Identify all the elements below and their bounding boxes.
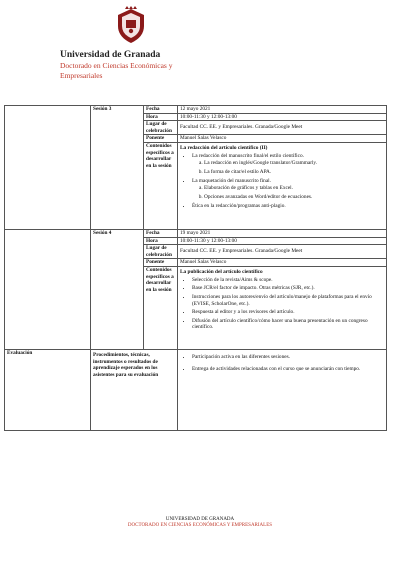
contenidos-label: Contenidos específicos a desarrollar en la sesión (144, 266, 178, 349)
footer-program: DOCTORADO EN CIENCIAS ECONÓMICAS Y EMPRESARIALES (127, 523, 273, 528)
lugar-label: Lugar de celebración (144, 121, 178, 135)
lugar-label: Lugar de celebración (144, 245, 178, 259)
contenidos-label: Contenidos específicos a desarrollar en la sesión (144, 142, 178, 229)
list-item: • La redacción del manuscrito final/el estilo científico. a. La redacción en inglés/Google translator/Grammarly. b. La forma de citar/el estilo APA. (192, 153, 384, 176)
program-name: Doctorado en Ciencias Económicas y Empresariales (60, 61, 173, 80)
evaluacion-sub-label: Procedimientos, técnicas, instrumentos o resultados de aprendizaje esperados en los asistentes para su evaluación (91, 349, 178, 430)
session-4-label: Sesión 4 (91, 229, 144, 349)
hora-value: 10:00-11:30 y 12:00-13:00 (178, 237, 387, 245)
list-item: • Base JCR/el factor de impacto. Otras métricas (SJR, etc.). (192, 285, 384, 292)
fecha-label: Fecha (144, 106, 178, 114)
list-item: • Respuesta al editor y a los revisores del artículo. (192, 309, 384, 316)
list-item: • Ética en la redacción/programas anti-plagio. (192, 203, 384, 210)
lugar-value: Facultad CC. EE. y Empresariales. Granada/Google Meet (178, 121, 387, 135)
university-crest-icon (111, 6, 151, 46)
list-item: a. Elaboración de gráficos y tablas en Excel. (204, 185, 384, 192)
footer-university: UNIVERSIDAD DE GRANADA (165, 517, 235, 522)
hora-label: Hora (144, 237, 178, 245)
content-list (180, 277, 384, 332)
ponente-value: Manuel Salas Velasco (178, 259, 387, 267)
list-item: • Selección de la revista/Aims & scope. (192, 277, 384, 284)
list-item: • Difusión del artículo científico/cómo hacer una buena presentación en un congreso científico. (192, 318, 384, 331)
list-item: • Instrucciones para los autores/envío del artículo/manejo de plataformas para el envío (EVISE, ScholarOne, etc.). (192, 294, 384, 307)
session-4-content (178, 266, 387, 349)
section-cell (5, 106, 91, 230)
list-item: • Participación activa en las diferentes sesiones. (192, 354, 384, 361)
hora-label: Hora (144, 113, 178, 121)
list-item: b. Opciones avanzadas en Word/editor de ecuaciones. (204, 194, 384, 201)
session-3-content (178, 142, 387, 229)
content-list (180, 354, 384, 372)
section-cell (5, 229, 91, 349)
list-item: • La maquetación del manuscrito final. a. Elaboración de gráficos y tablas en Excel. b. Opciones avanzadas en Word/editor de ecuaciones. (192, 178, 384, 201)
session-title: La redacción del artículo científico (II) (180, 144, 268, 151)
content-list (180, 153, 384, 210)
university-name: Universidad de Granada (60, 50, 161, 60)
course-schedule-table (4, 105, 387, 431)
evaluacion-content (178, 349, 387, 430)
list-item: • Entrega de actividades relacionadas con el curso que se anunciarán con tiempo. (192, 366, 384, 373)
sub-list (192, 185, 384, 200)
session-3-label: Sesión 3 (91, 106, 144, 230)
evaluacion-label: Evaluación (5, 349, 91, 430)
lugar-value: Facultad CC. EE. y Empresariales. Granada/Google Meet (178, 245, 387, 259)
ponente-value: Manuel Salas Velasco (178, 135, 387, 143)
list-item: a. La redacción en inglés/Google translator/Grammarly. (204, 160, 384, 167)
table-row (5, 229, 387, 237)
fecha-label: Fecha (144, 229, 178, 237)
table-row (5, 106, 387, 114)
table-row (5, 349, 387, 430)
ponente-label: Ponente (144, 135, 178, 143)
list-item: b. La forma de citar/el estilo APA. (204, 169, 384, 176)
session-title: La publicación del artículo científico (180, 268, 263, 275)
sub-list (192, 160, 384, 175)
fecha-value: 19 mayo 2021 (178, 229, 387, 237)
ponente-label: Ponente (144, 259, 178, 267)
hora-value: 10:00-11:30 y 12:00-13:00 (178, 113, 387, 121)
fecha-value: 12 mayo 2021 (178, 106, 387, 114)
